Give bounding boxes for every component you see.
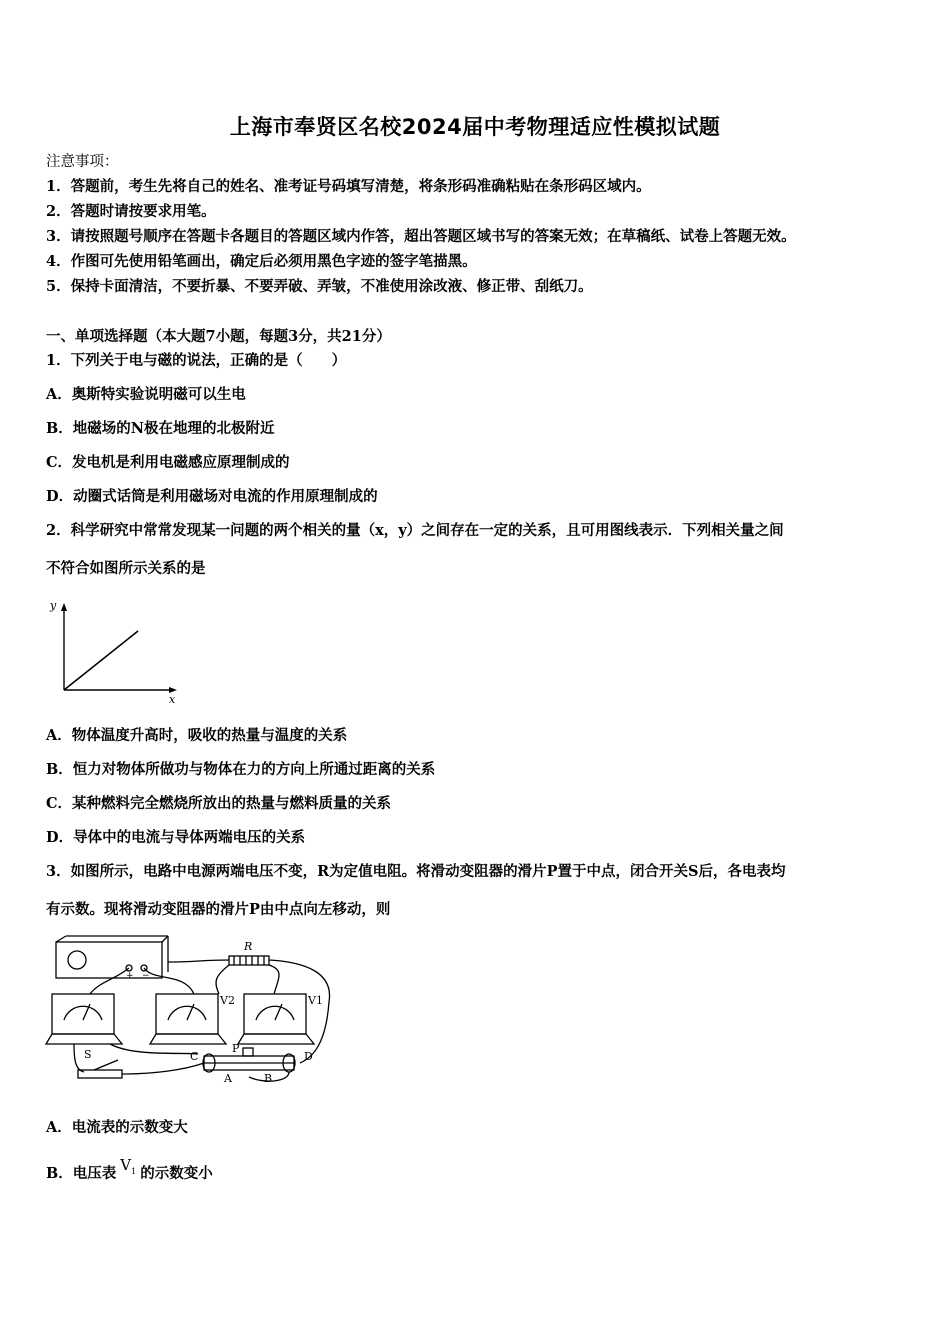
question-3-option-a: A．电流表的示数变大 [46,1119,188,1136]
graph-line [64,631,138,690]
option-b-prefix: B．电压表 [46,1165,117,1182]
question-1-option-d: D．动圈式话筒是利用磁场对电流的作用原理制成的 [46,488,378,505]
option-b-suffix: 的示数变小 [140,1165,213,1182]
circuit-figure [44,932,334,1090]
label-v1: V1 [308,994,323,1007]
page-title: 上海市奉贤区名校2024届中考物理适应性模拟试题 [229,115,721,139]
label-v2: V2 [220,994,235,1007]
notice-item: 1．答题前，考生先将自己的姓名、准考证号码填写清楚，将条形码准确粘贴在条形码区域内。 [46,178,651,195]
label-minus: − [142,971,150,981]
voltmeter-symbol-letter: V [120,1156,132,1174]
switch-s [78,1070,122,1078]
question-2-stem-line1: 2．科学研究中常常发现某一问题的两个相关的量（x，y）之间存在一定的关系，且可用图线表示．下列相关量之间 [46,522,784,539]
voltmeter-v2 [156,994,218,1034]
question-1-option-c: C．发电机是利用电磁感应原理制成的 [46,454,290,471]
notice-heading: 注意事项： [46,154,119,170]
label-b: B [264,1072,273,1085]
ammeter [52,994,114,1034]
section-heading: 一、单项选择题（本大题7小题，每题3分，共21分） [46,328,391,345]
question-2-option-a: A．物体温度升高时，吸收的热量与温度的关系 [46,727,348,744]
notice-item: 4．作图可先使用铅笔画出，确定后必须用黑色字迹的签字笔描黑。 [46,253,477,270]
y-axis-arrow-icon [61,603,67,611]
question-1-option-b: B．地磁场的N极在地理的北极附近 [46,420,275,437]
question-2-option-b: B．恒力对物体所做功与物体在力的方向上所通过距离的关系 [46,761,436,778]
resistor-r [229,956,269,965]
question-2-stem-line2: 不符合如图所示关系的是 [46,560,206,577]
label-d: D [304,1050,313,1063]
question-3-option-b [46,1156,213,1190]
question-2-option-d: D．导体中的电流与导体两端电压的关系 [46,829,306,846]
label-plus: + [126,971,134,981]
rheostat-slider [243,1048,253,1056]
question-1-stem: 1．下列关于电与磁的说法，正确的是（ ） [46,352,347,369]
label-c: C [190,1050,199,1063]
question-1-option-a: A．奥斯特实验说明磁可以生电 [46,386,246,403]
label-r: R [244,940,253,953]
notice-item: 2．答题时请按要求用笔。 [46,203,216,220]
power-supply-knob [68,951,86,969]
x-axis-label: x [169,693,176,706]
question-3-stem-line2: 有示数。现将滑动变阻器的滑片P由中点向左移动，则 [46,901,391,918]
xy-graph-figure [42,593,182,708]
label-p: P [232,1042,240,1055]
question-3-stem-line1: 3．如图所示，电路中电源两端电压不变，R为定值电阻。将滑动变阻器的滑片P置于中点，闭合开关S后，各电表均 [46,863,786,880]
voltmeter-v1 [244,994,306,1034]
voltmeter-symbol-subscript: 1 [131,1167,137,1176]
notice-item: 5．保持卡面清洁，不要折暴、不要弄破、弄皱，不准使用涂改液、修正带、刮纸刀。 [46,278,593,295]
label-s: S [84,1048,92,1061]
question-2-option-c: C．某种燃料完全燃烧所放出的热量与燃料质量的关系 [46,795,392,812]
notice-item: 3．请按照题号顺序在答题卡各题目的答题区域内作答，超出答题区域书写的答案无效；在草稿纸、试卷上答题无效。 [46,228,796,245]
y-axis-label: y [50,599,57,612]
voltmeter-v1-symbol [120,1155,136,1182]
label-a: A [224,1072,232,1085]
